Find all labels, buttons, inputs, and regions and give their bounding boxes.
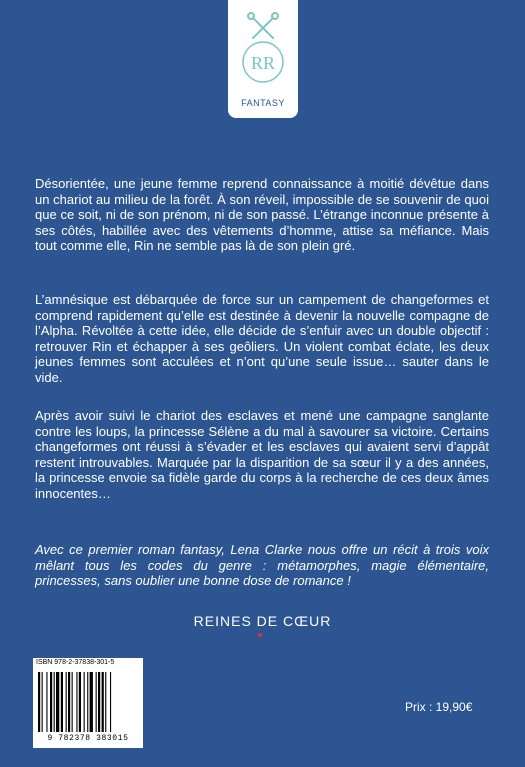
publisher-badge [228, 0, 298, 118]
tagline-paragraph: Avec ce premier roman fantasy, Lena Clarke nous offre un récit à trois voix mêlant tous les codes du genre : métamorphes, magie élémentaire, princesses, sans oublier une bonne dose de romance ! [35, 542, 489, 589]
barcode-block [33, 658, 143, 748]
barcode [38, 672, 138, 732]
imprint-logo [0, 613, 525, 629]
price-label: Prix : 19,90€ [405, 700, 473, 714]
barcode-digits: 9 782378 383015 [47, 734, 129, 743]
imprint-name: REINES DE CŒUR [193, 613, 332, 629]
summary-paragraph-2: L’amnésique est débarquée de force sur un campement de changeformes et comprend rapidement qu’elle est destinée à devenir la nouvelle compagne de l’Alpha. Révoltée à cette idée, elle décide de s’enfuir avec un double objectif : retrouver Rin et échapper à ses geôliers. Un violent combat éclate, les deux jeunes femmes sont acculées et n’ont qu’une seule issue… sauter dans le vide. [35, 292, 489, 385]
summary-paragraph-1: Désorientée, une jeune femme reprend connaissance à moitié dévêtue dans un chariot au milieu de la forêt. À son réveil, impossible de se souvenir de quoi que ce soit, ni de son prénom, ni de son passé. L’étrange inconnue présente à ses côtés, habillée avec des vêtements d’homme, attise sa méfiance. Mais tout comme elle, Rin ne semble pas là de son plein gré. [35, 176, 489, 254]
imprint-dot [258, 633, 262, 637]
svg-text:RR: RR [250, 53, 276, 73]
genre-label: FANTASY [241, 98, 285, 108]
publisher-logo [238, 8, 288, 88]
summary-paragraph-3: Après avoir suivi le chariot des esclaves et mené une campagne sanglante contre les loups, la princesse Sélène a du mal à savourer sa victoire. Certains changeformes ont réussi à s’évader et les esclaves qui avaient servi d’appât restent introuvables. Marquée par la disparition de sa sœur il y a des années, la princesse envoie sa fidèle garde du corps à la recherche de ces deux âmes innocentes… [35, 408, 489, 501]
isbn-label: ISBN 978-2-37838-301-5 [36, 659, 115, 666]
